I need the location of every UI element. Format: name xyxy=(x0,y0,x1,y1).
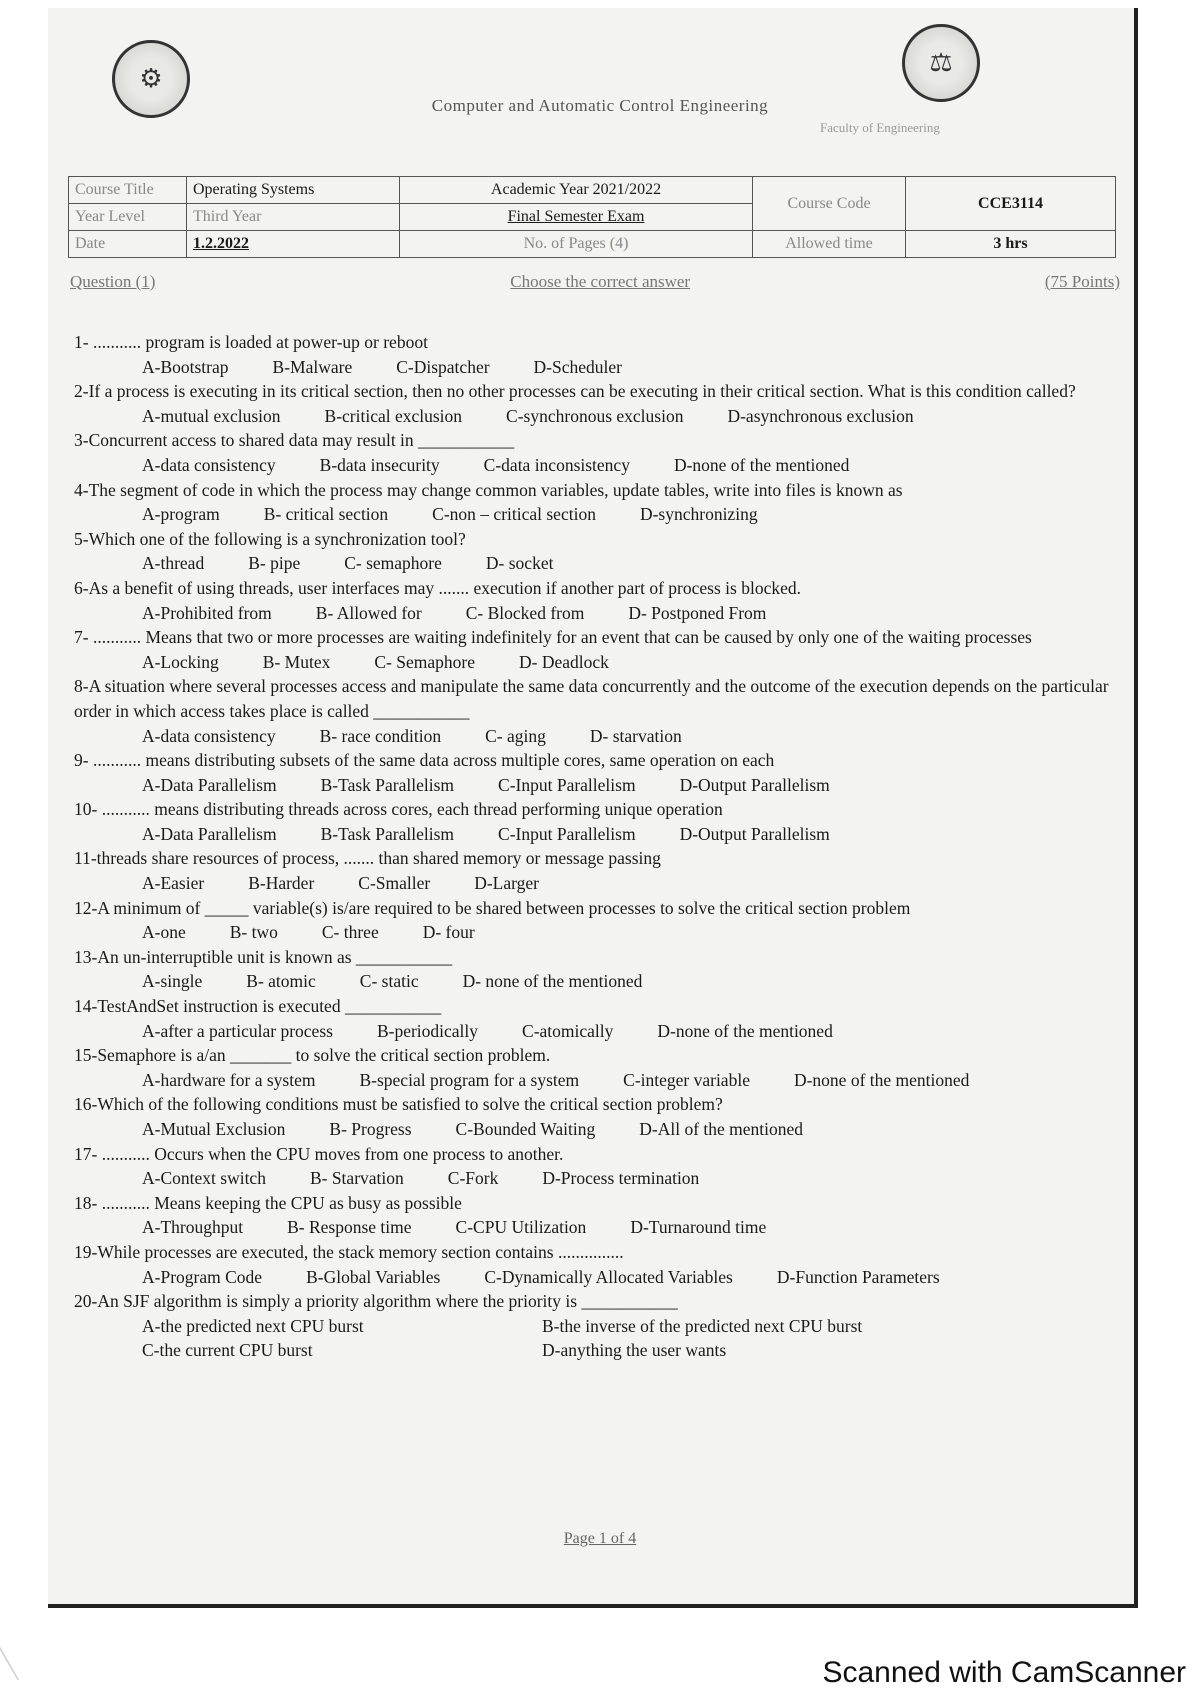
question-text: 14-TestAndSet instruction is executed ___________ xyxy=(74,996,442,1017)
question-item xyxy=(74,527,1134,576)
answer-options xyxy=(74,1166,1134,1191)
answer-option[interactable]: D- Postponed From xyxy=(628,602,767,623)
answer-option[interactable]: B- atomic xyxy=(246,971,316,992)
question-text: 2-If a process is executing in its critical section, then no other processes can be executing in their critical section. What is this condition called? xyxy=(74,381,1076,402)
question-item xyxy=(74,1043,1134,1092)
answer-options xyxy=(74,1117,1134,1142)
answer-option[interactable]: D-Scheduler xyxy=(533,356,622,377)
question-instruction: Choose the correct answer xyxy=(510,272,691,291)
question-text: 19-While processes are executed, the stack memory section contains ............... xyxy=(74,1241,624,1262)
answer-option[interactable]: B-periodically xyxy=(376,1020,479,1041)
exam-date: 1.2.2022 xyxy=(187,231,400,258)
question-item xyxy=(74,896,1134,945)
question-text: 1- ........... program is loaded at power-up or reboot xyxy=(74,332,428,352)
answer-option[interactable]: D-All of the mentioned xyxy=(639,1119,804,1139)
answer-option[interactable]: A-thread xyxy=(142,553,205,574)
question-item xyxy=(74,1142,1134,1191)
question-item xyxy=(74,748,1134,797)
question-text: 18- ........... Means keeping the CPU as busy as possible xyxy=(74,1192,462,1213)
answer-option[interactable]: D- socket xyxy=(485,553,554,574)
answer-options xyxy=(74,650,1134,675)
department-title: Computer and Automatic Control Engineering xyxy=(431,96,769,115)
question-text: 20-An SJF algorithm is simply a priority algorithm where the priority is ___________ xyxy=(74,1291,678,1312)
answer-option[interactable]: B- Mutex xyxy=(262,651,331,672)
camscanner-watermark: Scanned with CamScanner xyxy=(822,1656,1186,1689)
answer-option[interactable]: B-Malware xyxy=(272,356,353,377)
question-item xyxy=(74,797,1134,846)
faculty-logo: ⚖ xyxy=(902,24,980,102)
answer-option[interactable]: A-data consistency xyxy=(142,454,276,475)
answer-option[interactable]: A-Easier xyxy=(142,873,205,894)
answer-option[interactable]: B- critical section xyxy=(263,504,389,525)
answer-option[interactable]: B- Response time xyxy=(287,1217,412,1238)
answer-option[interactable]: C-non – critical section xyxy=(432,504,596,525)
question-text: 16-Which of the following conditions must be satisfied to solve the critical section problem? xyxy=(74,1094,723,1115)
course-code-label: Course Code xyxy=(753,177,906,231)
question-item xyxy=(74,945,1134,994)
answer-option[interactable]: A-Data Parallelism xyxy=(142,823,277,844)
answer-option[interactable]: D-none of the mentioned xyxy=(657,1020,833,1041)
answer-option[interactable]: C- three xyxy=(321,922,379,943)
answer-option[interactable]: B-critical exclusion xyxy=(324,405,463,426)
answer-option[interactable]: B- Allowed for xyxy=(315,602,422,623)
answer-option[interactable]: C-Dispatcher xyxy=(396,356,490,377)
question-text: 10- ........... means distributing threads across cores, each thread performing unique operation xyxy=(74,799,723,820)
answer-option[interactable]: C-data inconsistency xyxy=(483,454,630,475)
answer-option[interactable]: A-mutual exclusion xyxy=(142,405,281,426)
answer-options xyxy=(74,1314,1134,1363)
answer-option[interactable]: B-the inverse of the predicted next CPU burst xyxy=(542,1315,863,1336)
answer-option[interactable]: A-Throughput xyxy=(142,1217,244,1238)
question-item xyxy=(74,478,1134,527)
answer-option[interactable]: C-Smaller xyxy=(358,873,431,894)
answer-option[interactable]: B- Progress xyxy=(329,1119,412,1139)
answer-options xyxy=(74,453,1134,478)
question-text: 4-The segment of code in which the process may change common variables, update tables, write into files is known as xyxy=(74,479,903,500)
question-text: 17- ........... Occurs when the CPU moves from one process to another. xyxy=(74,1143,564,1164)
course-title-label: Course Title xyxy=(69,177,187,204)
scan-edge xyxy=(0,1620,59,1680)
answer-options xyxy=(74,1215,1134,1240)
question-item xyxy=(74,428,1134,477)
question-text: 12-A minimum of _____ variable(s) is/are required to be shared between processes to solve the critical section problem xyxy=(74,897,911,918)
question-item xyxy=(74,1092,1134,1141)
question-text: 8-A situation where several processes access and manipulate the same data concurrently and the outcome of the execution depends on the particular order in which access takes place is called ___________ xyxy=(74,676,1109,721)
answer-option[interactable]: D-synchronizing xyxy=(639,504,758,525)
answer-option[interactable]: D-Process termination xyxy=(542,1168,700,1189)
answer-options xyxy=(74,724,1134,749)
answer-option[interactable]: D-Turnaround time xyxy=(630,1217,767,1238)
page-count: No. of Pages (4) xyxy=(400,231,753,258)
answer-options xyxy=(74,969,1134,994)
question-item xyxy=(74,379,1134,428)
answer-option[interactable]: A-Context switch xyxy=(142,1168,266,1189)
answer-option[interactable]: C- Blocked from xyxy=(465,602,585,623)
answer-options xyxy=(74,355,1134,380)
answer-option[interactable]: A-Locking xyxy=(142,651,219,672)
course-code: CCE3114 xyxy=(906,177,1116,231)
year-level: Third Year xyxy=(187,204,400,231)
question-item xyxy=(74,1191,1134,1240)
answer-option[interactable]: C- Semaphore xyxy=(374,651,475,672)
answer-option[interactable]: A-one xyxy=(142,922,186,943)
answer-option[interactable]: B- race condition xyxy=(319,725,442,746)
question-header xyxy=(70,272,1120,292)
answer-option[interactable]: A-after a particular process xyxy=(142,1020,333,1041)
answer-option[interactable]: D-asynchronous exclusion xyxy=(727,405,914,426)
answer-option[interactable]: C-integer variable xyxy=(623,1069,750,1090)
answer-option[interactable]: A-Prohibited from xyxy=(142,602,272,623)
answer-option[interactable]: C-the current CPU burst xyxy=(142,1340,313,1361)
answer-option[interactable]: B-data insecurity xyxy=(319,454,440,475)
answer-option[interactable]: A-program xyxy=(142,504,220,525)
answer-option[interactable]: D-none of the mentioned xyxy=(793,1069,970,1090)
answer-option[interactable]: D- starvation xyxy=(589,725,682,746)
question-text: 9- ........... means distributing subsets of the same data across multiple cores, same operation on each xyxy=(74,750,775,771)
question-item xyxy=(74,625,1134,674)
answer-option[interactable]: D-Output Parallelism xyxy=(679,774,830,795)
answer-option[interactable]: A-Bootstrap xyxy=(142,356,229,377)
answer-option[interactable]: A-single xyxy=(142,971,203,992)
answer-options xyxy=(74,502,1134,527)
question-text: 15-Semaphore is a/an _______ to solve the critical section problem. xyxy=(74,1045,551,1066)
academic-year: Academic Year 2021/2022 xyxy=(400,177,753,204)
answer-option[interactable]: C-Input Parallelism xyxy=(498,823,636,844)
question-item xyxy=(74,1289,1134,1363)
answer-option[interactable]: C-CPU Utilization xyxy=(455,1217,587,1238)
answer-option[interactable]: B- Starvation xyxy=(309,1168,404,1189)
answer-option[interactable]: C-Input Parallelism xyxy=(498,774,636,795)
year-level-label: Year Level xyxy=(69,204,187,231)
course-title: Operating Systems xyxy=(187,177,400,204)
question-points: (75 Points) xyxy=(1044,272,1120,291)
question-text: 11-threads share resources of process, ....... than shared memory or message passing xyxy=(74,848,661,869)
answer-options xyxy=(74,1019,1134,1044)
answer-option[interactable]: D- four xyxy=(422,922,475,943)
exam-info-table xyxy=(68,176,1116,258)
answer-option[interactable]: C-Fork xyxy=(447,1168,499,1189)
answer-option[interactable]: B- pipe xyxy=(248,553,301,574)
allowed-time: 3 hrs xyxy=(906,231,1116,258)
question-text: 13-An un-interruptible unit is known as ___________ xyxy=(74,946,453,967)
allowed-time-label: Allowed time xyxy=(753,231,906,258)
answer-options xyxy=(74,601,1134,626)
answer-option[interactable]: D-anything the user wants xyxy=(542,1340,727,1361)
answer-option[interactable]: C-atomically xyxy=(522,1020,614,1041)
faculty-name: Faculty of Engineering xyxy=(820,120,940,135)
answer-option[interactable]: D- none of the mentioned xyxy=(462,971,643,992)
answer-option[interactable]: C- semaphore xyxy=(344,553,442,574)
answer-options xyxy=(74,1265,1134,1290)
date-label: Date xyxy=(69,231,187,258)
question-item xyxy=(74,330,1134,379)
answer-options xyxy=(74,404,1134,429)
answer-option[interactable]: C-synchronous exclusion xyxy=(506,405,684,426)
answer-option[interactable]: B- two xyxy=(229,922,278,943)
answer-option[interactable]: B-Global Variables xyxy=(306,1266,441,1287)
answer-option[interactable]: C-Dynamically Allocated Variables xyxy=(484,1266,733,1287)
answer-option[interactable]: C- static xyxy=(359,971,419,992)
answer-option[interactable]: B-special program for a system xyxy=(359,1069,580,1090)
question-text: 3-Concurrent access to shared data may result in ___________ xyxy=(74,430,515,451)
answer-option[interactable]: C- aging xyxy=(485,725,546,746)
answer-option[interactable]: D-Output Parallelism xyxy=(679,823,830,844)
answer-option[interactable]: B-Harder xyxy=(248,873,315,894)
question-item xyxy=(74,674,1134,748)
question-text: 6-As a benefit of using threads, user interfaces may ....... execution if another part of process is blocked. xyxy=(74,577,801,598)
answer-option[interactable]: D-Larger xyxy=(474,873,539,894)
answer-option[interactable]: A-data consistency xyxy=(142,725,276,746)
answer-options xyxy=(74,551,1134,576)
page-number: Page 1 of 4 xyxy=(563,1530,637,1547)
answer-option[interactable]: B-Task Parallelism xyxy=(320,774,455,795)
answer-option[interactable]: A-Data Parallelism xyxy=(142,774,277,795)
answer-option[interactable]: A-the predicted next CPU burst xyxy=(142,1315,364,1336)
page-footer xyxy=(0,1530,1200,1548)
answer-options xyxy=(74,1068,1134,1093)
question-item xyxy=(74,994,1134,1043)
question-list xyxy=(74,330,1134,1363)
exam-type: Final Semester Exam xyxy=(400,204,753,231)
question-item xyxy=(74,1240,1134,1289)
answer-option[interactable]: D-none of the mentioned xyxy=(673,454,850,475)
answer-options xyxy=(74,773,1134,798)
university-logo: ⚙ xyxy=(112,40,190,118)
question-label: Question (1) xyxy=(70,272,156,291)
answer-option[interactable]: A-Mutual Exclusion xyxy=(142,1119,286,1139)
answer-option[interactable]: D-Function Parameters xyxy=(776,1266,940,1287)
answer-options xyxy=(74,920,1134,945)
answer-option[interactable]: C-Bounded Waiting xyxy=(455,1119,596,1139)
question-text: 7- ........... Means that two or more processes are waiting indefinitely for an event that can be caused by only one of the waiting processes xyxy=(74,627,1032,648)
question-text: 5-Which one of the following is a synchronization tool? xyxy=(74,528,466,549)
question-item xyxy=(74,576,1134,625)
answer-option[interactable]: D- Deadlock xyxy=(518,651,609,672)
answer-option[interactable]: B-Task Parallelism xyxy=(320,823,455,844)
answer-options xyxy=(74,871,1134,896)
answer-option[interactable]: A-hardware for a system xyxy=(142,1069,316,1090)
question-item xyxy=(74,846,1134,895)
answer-options xyxy=(74,822,1134,847)
answer-option[interactable]: A-Program Code xyxy=(142,1266,263,1287)
